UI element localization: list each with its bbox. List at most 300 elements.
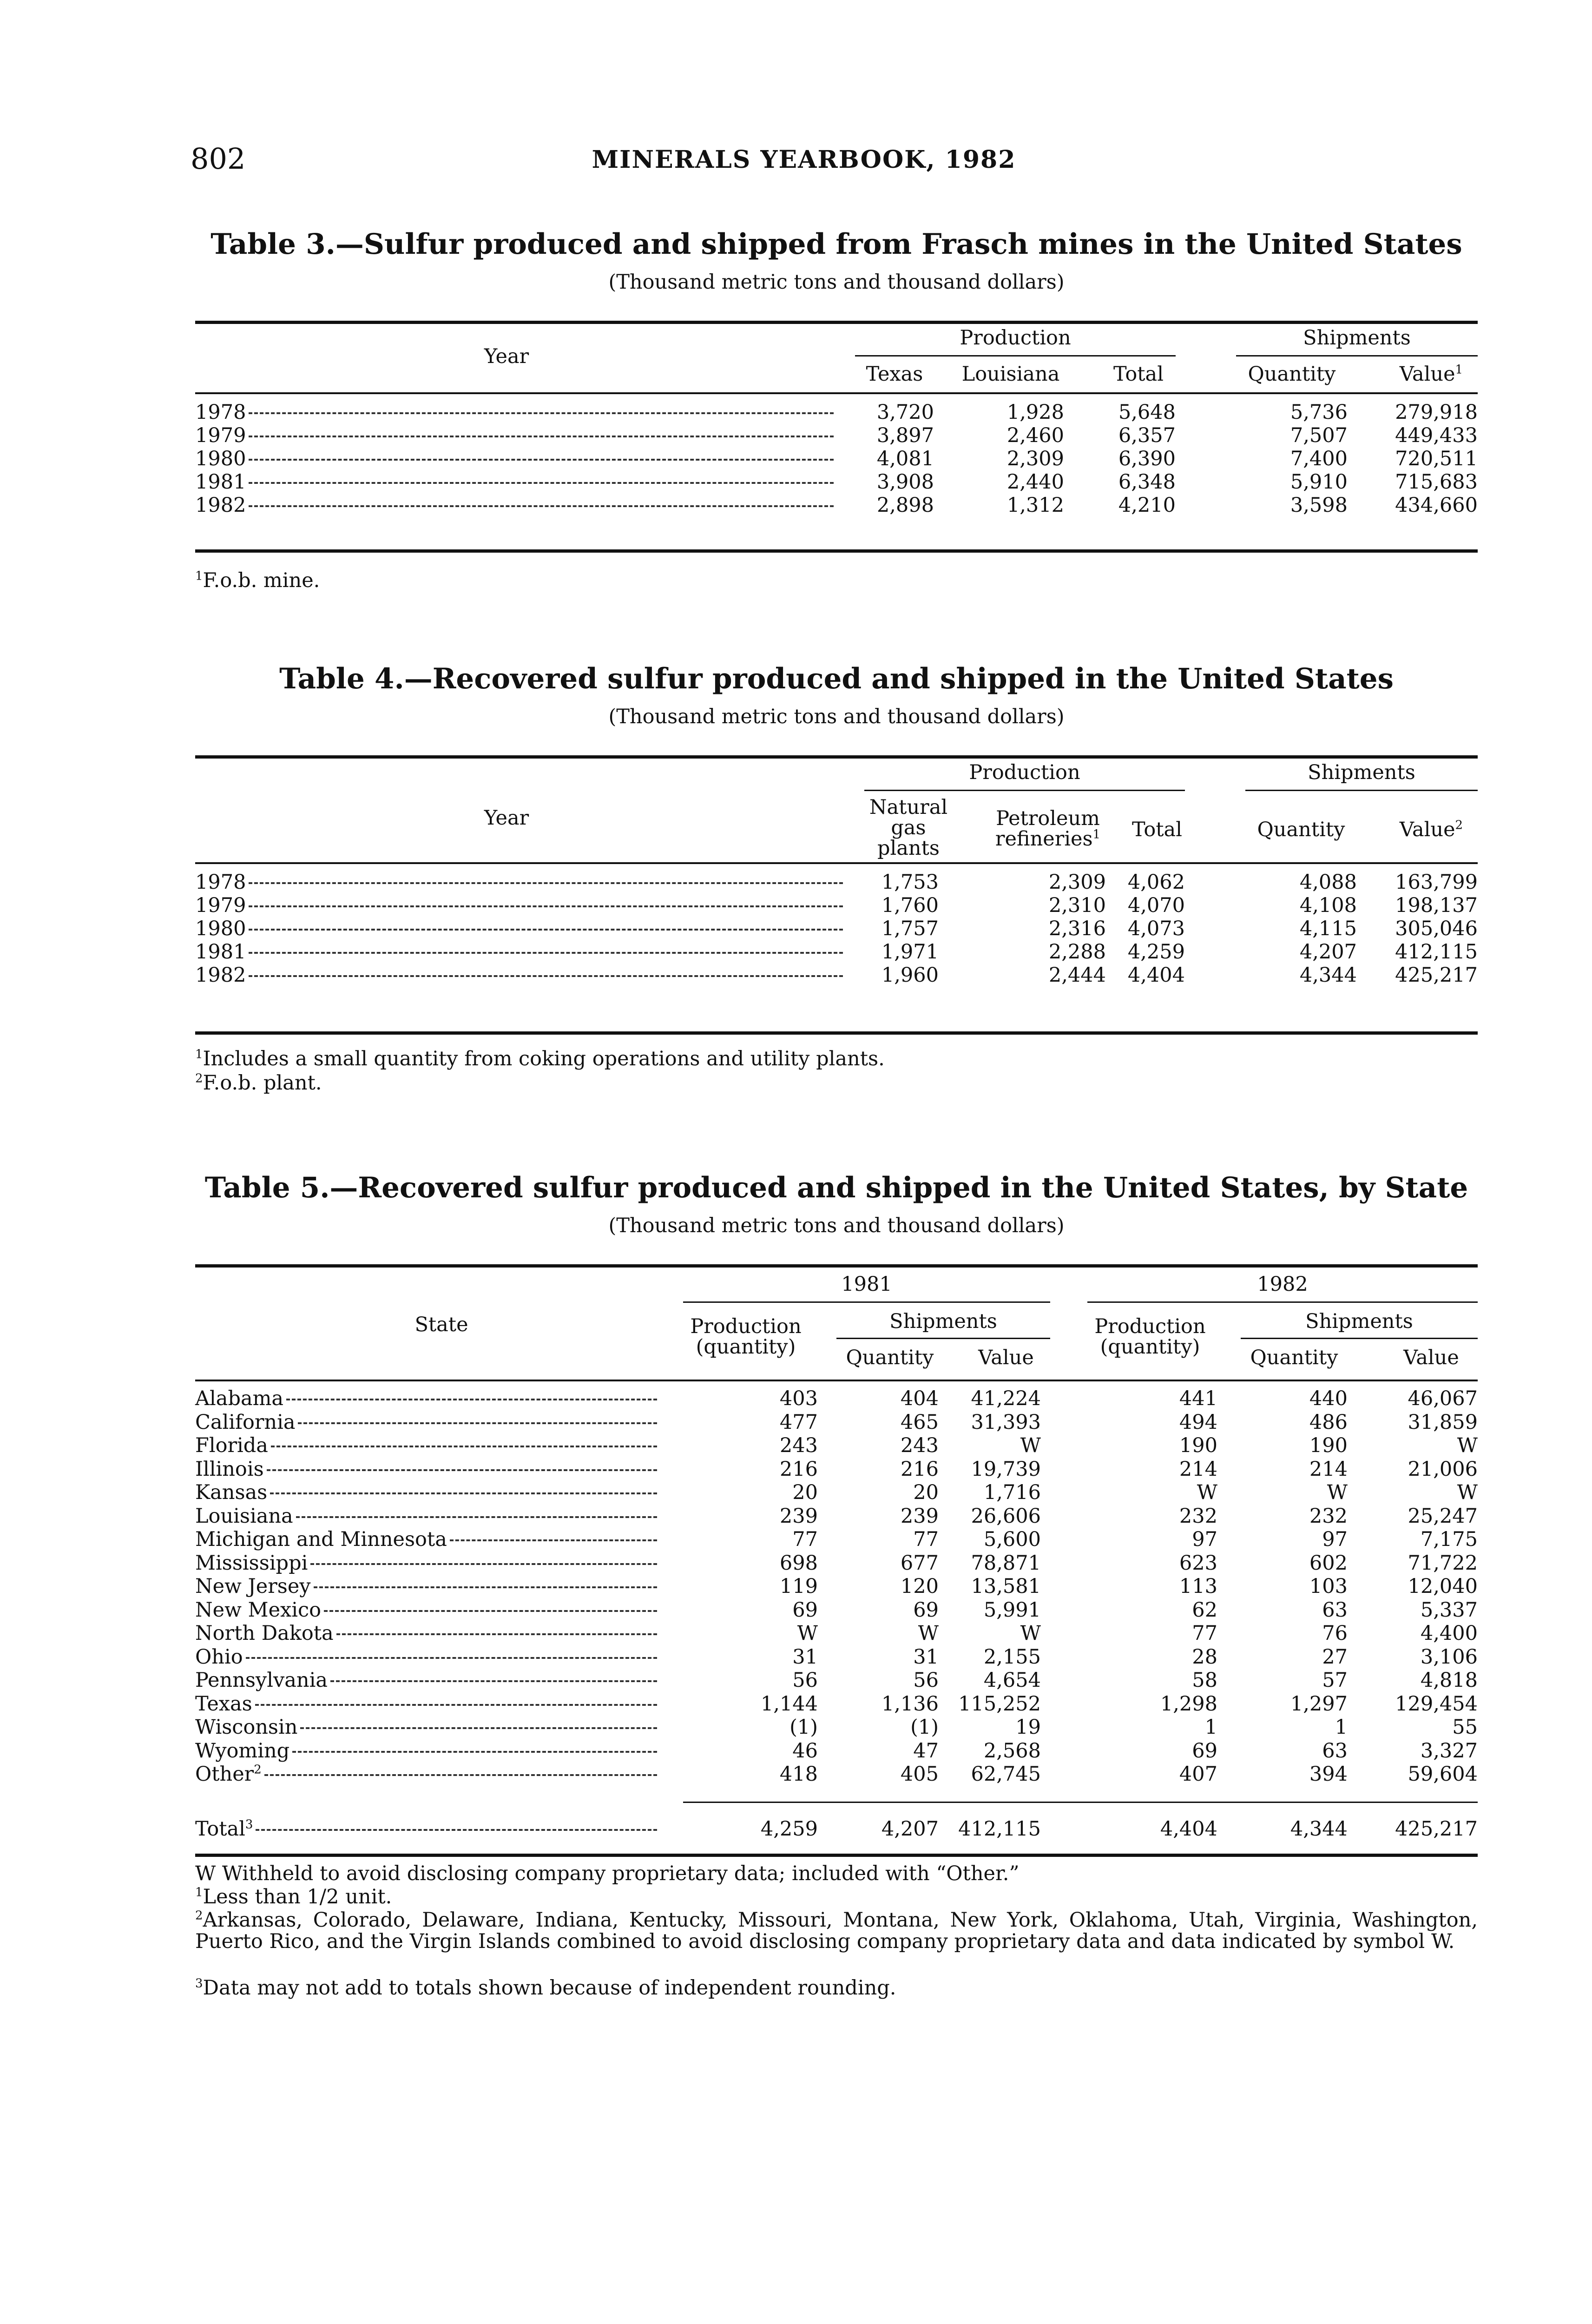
dot-leader bbox=[450, 1539, 657, 1541]
table-5-1982-shipments-rule bbox=[1241, 1338, 1478, 1339]
row-state: Alabama bbox=[195, 1387, 284, 1410]
table-5-cell-1982-production: W bbox=[1197, 1481, 1217, 1504]
table-5-cell-1981-production: (1) bbox=[789, 1716, 818, 1739]
table-5-cell-1982-value: 21,006 bbox=[1408, 1457, 1478, 1481]
table-5-cell-1981-quantity: 216 bbox=[900, 1457, 939, 1481]
table-4-shipments-header: Shipments bbox=[1308, 761, 1415, 784]
table-row bbox=[195, 1458, 660, 1481]
running-title: MINERALS YEARBOOK, 1982 bbox=[592, 145, 1016, 174]
table-5-cell-1981-production: 56 bbox=[792, 1669, 818, 1692]
table-5-cell-1982-production: 441 bbox=[1179, 1387, 1217, 1410]
table-5-footnote-3: $^3$Data may not add to totals shown because of independent rounding. bbox=[195, 1976, 896, 2000]
table-3 bbox=[195, 228, 1478, 600]
table-total-row bbox=[195, 1817, 660, 1841]
table-5-1981-production-header: Production (quantity) bbox=[690, 1315, 802, 1359]
table-5-cell-1981-value: 31,393 bbox=[971, 1410, 1041, 1434]
table-4-title: Table 4.—Recovered sulfur produced and shipped in the United States bbox=[279, 662, 1394, 695]
table-4-shipments-rule bbox=[1245, 790, 1478, 791]
table-4 bbox=[195, 662, 1478, 1109]
dot-leader bbox=[249, 436, 834, 437]
table-4-cell-total: 4,070 bbox=[1127, 894, 1185, 917]
table-5-1981-shipments-header: Shipments bbox=[889, 1310, 997, 1333]
table-5-cell-1981-value: 13,581 bbox=[971, 1575, 1041, 1598]
table-5-cell-1981-production: 31 bbox=[792, 1645, 818, 1669]
table-3-cell-value: 434,660 bbox=[1395, 494, 1478, 517]
dot-leader bbox=[324, 1610, 657, 1612]
table-5-cell-1982-value: 129,454 bbox=[1395, 1692, 1478, 1716]
table-5-cell-1981-value: 412,115 bbox=[958, 1817, 1041, 1841]
row-state: New Jersey bbox=[195, 1575, 311, 1598]
table-4-cell-value: 198,137 bbox=[1395, 894, 1478, 917]
table-5-cell-1981-production: 20 bbox=[792, 1481, 818, 1504]
table-3-texas-header: Texas bbox=[866, 363, 923, 386]
table-5-cell-1981-quantity: 56 bbox=[913, 1669, 939, 1692]
footnote-mark: 2 bbox=[254, 1763, 262, 1777]
row-state: Mississippi bbox=[195, 1551, 308, 1575]
table-3-cell-total: 6,357 bbox=[1118, 424, 1176, 447]
row-year: 1980 bbox=[195, 447, 246, 470]
table-4-cell-natural-gas: 1,753 bbox=[881, 871, 939, 894]
table-5-cell-1981-value: 5,991 bbox=[983, 1598, 1041, 1622]
row-state: Michigan and Minnesota bbox=[195, 1528, 447, 1551]
table-5-cell-1982-quantity: 486 bbox=[1309, 1410, 1348, 1434]
table-4-cell-value: 425,217 bbox=[1395, 964, 1478, 987]
table-5-cell-1981-production: 69 bbox=[792, 1598, 818, 1622]
table-5-1982-rule bbox=[1087, 1301, 1478, 1303]
table-3-cell-texas: 3,720 bbox=[876, 401, 934, 424]
table-5-cell-1982-quantity: 232 bbox=[1309, 1504, 1348, 1528]
table-5-cell-1981-production: 403 bbox=[779, 1387, 818, 1410]
table-4-cell-refineries: 2,309 bbox=[1048, 871, 1106, 894]
table-5-cell-1982-value: 12,040 bbox=[1408, 1575, 1478, 1598]
table-4-cell-refineries: 2,288 bbox=[1048, 940, 1106, 964]
table-row bbox=[195, 1434, 660, 1457]
dot-leader bbox=[249, 952, 843, 954]
table-4-cell-natural-gas: 1,760 bbox=[881, 894, 939, 917]
table-5-cell-1982-production: 4,404 bbox=[1160, 1817, 1217, 1841]
table-3-production-rule bbox=[855, 355, 1176, 357]
table-5-state-header: State bbox=[414, 1313, 468, 1336]
row-state: Pennsylvania bbox=[195, 1669, 328, 1692]
table-5-cell-1982-quantity: 63 bbox=[1322, 1598, 1348, 1622]
table-4-cell-value: 305,046 bbox=[1395, 917, 1478, 940]
table-5-1981-header: 1981 bbox=[841, 1273, 892, 1296]
table-5-cell-1982-production: 1,298 bbox=[1160, 1692, 1217, 1716]
row-year: 1981 bbox=[195, 470, 246, 494]
table-5-cell-1981-value: 19,739 bbox=[971, 1457, 1041, 1481]
table-3-top-rule bbox=[195, 321, 1478, 324]
row-year: 1978 bbox=[195, 871, 246, 894]
table-4-quantity-header: Quantity bbox=[1257, 818, 1345, 841]
table-3-louisiana-header: Louisiana bbox=[961, 363, 1060, 386]
table-3-cell-louisiana: 1,928 bbox=[1007, 401, 1064, 424]
row-year: 1978 bbox=[195, 401, 246, 424]
table-3-cell-louisiana: 1,312 bbox=[1007, 494, 1064, 517]
table-5-cell-1981-quantity: 677 bbox=[900, 1551, 939, 1575]
table-row-stub bbox=[195, 424, 836, 447]
table-5-cell-1981-value: 4,654 bbox=[983, 1669, 1041, 1692]
table-5-cell-1981-production: 243 bbox=[779, 1434, 818, 1457]
table-5-cell-1982-production: 232 bbox=[1179, 1504, 1217, 1528]
table-4-cell-natural-gas: 1,971 bbox=[881, 940, 939, 964]
table-5-1982-value-header: Value bbox=[1403, 1346, 1459, 1369]
footnote-mark: 1 bbox=[1455, 363, 1463, 377]
table-row bbox=[195, 1692, 660, 1716]
table-3-header-rule bbox=[195, 392, 1478, 394]
table-5-cell-1982-quantity: 27 bbox=[1322, 1645, 1348, 1669]
dot-leader bbox=[270, 1492, 657, 1494]
footnote-mark: 1 bbox=[1092, 827, 1101, 842]
table-row-stub bbox=[195, 964, 846, 987]
table-4-total-header: Total bbox=[1132, 818, 1182, 841]
table-row bbox=[195, 1575, 660, 1598]
table-3-cell-quantity: 7,400 bbox=[1290, 447, 1348, 470]
table-3-cell-value: 720,511 bbox=[1395, 447, 1478, 470]
table-4-cell-value: 163,799 bbox=[1395, 871, 1478, 894]
table-5-1982-header: 1982 bbox=[1257, 1273, 1308, 1296]
table-5-cell-1982-value: 31,859 bbox=[1408, 1410, 1478, 1434]
table-5-top-rule bbox=[195, 1264, 1478, 1268]
table-3-cell-value: 715,683 bbox=[1395, 470, 1478, 494]
table-4-cell-quantity: 4,207 bbox=[1299, 940, 1357, 964]
table-5-1982-quantity-header: Quantity bbox=[1250, 1346, 1338, 1369]
table-3-cell-total: 5,648 bbox=[1118, 401, 1176, 424]
dot-leader bbox=[336, 1633, 657, 1635]
table-row bbox=[195, 1528, 660, 1551]
dot-leader bbox=[249, 929, 843, 931]
table-5-cell-1981-quantity: 465 bbox=[900, 1410, 939, 1434]
row-state: Total$^3$ bbox=[195, 1817, 253, 1841]
table-5-cell-1981-production: 418 bbox=[779, 1763, 818, 1786]
row-year: 1981 bbox=[195, 940, 246, 964]
table-4-cell-refineries: 2,316 bbox=[1048, 917, 1106, 940]
dot-leader bbox=[249, 412, 834, 414]
table-5-cell-1981-quantity: 405 bbox=[900, 1763, 939, 1786]
table-3-shipments-header: Shipments bbox=[1303, 326, 1411, 350]
table-5-cell-1981-quantity: 69 bbox=[913, 1598, 939, 1622]
dot-leader bbox=[256, 1829, 657, 1831]
table-5-1982-production-header: Production (quantity) bbox=[1094, 1315, 1206, 1359]
table-5-cell-1982-quantity: 214 bbox=[1309, 1457, 1348, 1481]
table-5-cell-1982-value: 4,818 bbox=[1420, 1669, 1478, 1692]
row-year: 1982 bbox=[195, 494, 246, 517]
table-5-cell-1982-value: 59,604 bbox=[1408, 1763, 1478, 1786]
row-state: North Dakota bbox=[195, 1622, 334, 1645]
table-4-footnote-1: $^1$Includes a small quantity from coking operations and utility plants. bbox=[195, 1047, 885, 1070]
table-4-top-rule bbox=[195, 755, 1478, 759]
table-5-cell-1981-value: 41,224 bbox=[971, 1387, 1041, 1410]
table-4-footnote-2: $^2$F.o.b. plant. bbox=[195, 1071, 322, 1095]
row-state: Ohio bbox=[195, 1645, 243, 1669]
table-4-cell-refineries: 2,310 bbox=[1048, 894, 1106, 917]
table-row-stub bbox=[195, 401, 836, 424]
table-5-cell-1982-quantity: 76 bbox=[1322, 1622, 1348, 1645]
table-5-1981-shipments-rule bbox=[836, 1338, 1050, 1339]
table-5-cell-1981-quantity: 47 bbox=[913, 1739, 939, 1763]
table-row bbox=[195, 1645, 660, 1669]
table-5-cell-1982-production: 97 bbox=[1192, 1528, 1217, 1551]
table-5-cell-1982-value: 46,067 bbox=[1408, 1387, 1478, 1410]
table-row bbox=[195, 1739, 660, 1763]
table-5-cell-1981-value: 2,568 bbox=[983, 1739, 1041, 1763]
table-row-stub bbox=[195, 894, 846, 917]
row-state: Wisconsin bbox=[195, 1716, 298, 1739]
row-state: Illinois bbox=[195, 1457, 264, 1481]
row-state: Florida bbox=[195, 1434, 268, 1457]
table-5-cell-1982-production: 407 bbox=[1179, 1763, 1217, 1786]
table-row-stub bbox=[195, 470, 836, 494]
table-5-cell-1981-production: 119 bbox=[779, 1575, 818, 1598]
table-5-bottom-rule bbox=[195, 1854, 1478, 1857]
row-state: Kansas bbox=[195, 1481, 268, 1504]
table-3-bottom-rule bbox=[195, 549, 1478, 553]
table-5-cell-1982-value: 7,175 bbox=[1420, 1528, 1478, 1551]
table-5-cell-1981-quantity: 120 bbox=[900, 1575, 939, 1598]
table-5-footnote-1: $^1$Less than 1/2 unit. bbox=[195, 1885, 392, 1908]
table-4-cell-quantity: 4,088 bbox=[1299, 871, 1357, 894]
table-5-cell-1981-production: 77 bbox=[792, 1528, 818, 1551]
dot-leader bbox=[298, 1422, 657, 1424]
table-3-cell-texas: 3,897 bbox=[876, 424, 934, 447]
table-4-production-rule bbox=[864, 790, 1185, 791]
table-5-1981-rule bbox=[683, 1301, 1050, 1303]
row-state: New Mexico bbox=[195, 1598, 321, 1622]
table-5-cell-1981-quantity: 20 bbox=[913, 1481, 939, 1504]
table-5-header-rule bbox=[195, 1380, 1478, 1381]
running-header bbox=[191, 142, 1417, 184]
dot-leader bbox=[264, 1774, 657, 1776]
table-5-cell-1981-value: 78,871 bbox=[971, 1551, 1041, 1575]
table-4-subtitle: (Thousand metric tons and thousand dollars) bbox=[608, 705, 1065, 728]
table-3-cell-quantity: 3,598 bbox=[1290, 494, 1348, 517]
table-5-cell-1982-value: 71,722 bbox=[1408, 1551, 1478, 1575]
table-5-total-rule bbox=[683, 1802, 1478, 1803]
table-4-year-header: Year bbox=[484, 806, 529, 830]
table-3-cell-quantity: 7,507 bbox=[1290, 424, 1348, 447]
table-5-cell-1981-production: 46 bbox=[792, 1739, 818, 1763]
table-5-cell-1981-quantity: 404 bbox=[900, 1387, 939, 1410]
table-5-cell-1981-value: 19 bbox=[1015, 1716, 1041, 1739]
table-4-cell-natural-gas: 1,757 bbox=[881, 917, 939, 940]
table-3-subtitle: (Thousand metric tons and thousand dollars) bbox=[608, 271, 1065, 294]
table-5-cell-1982-quantity: 63 bbox=[1322, 1739, 1348, 1763]
table-5-subtitle: (Thousand metric tons and thousand dollars) bbox=[608, 1214, 1065, 1237]
table-4-cell-total: 4,073 bbox=[1127, 917, 1185, 940]
table-5-cell-1981-quantity: 31 bbox=[913, 1645, 939, 1669]
table-4-bottom-rule bbox=[195, 1031, 1478, 1035]
table-row-stub bbox=[195, 940, 846, 964]
table-3-quantity-header: Quantity bbox=[1248, 363, 1336, 386]
table-3-cell-texas: 2,898 bbox=[876, 494, 934, 517]
table-5-cell-1982-value: 55 bbox=[1452, 1716, 1478, 1739]
table-row bbox=[195, 1505, 660, 1528]
table-3-cell-total: 4,210 bbox=[1118, 494, 1176, 517]
row-year: 1979 bbox=[195, 424, 246, 447]
table-5-cell-1982-production: 113 bbox=[1179, 1575, 1217, 1598]
dot-leader bbox=[267, 1469, 657, 1471]
row-state: Texas bbox=[195, 1692, 252, 1716]
table-5-cell-1981-value: W bbox=[1020, 1622, 1041, 1645]
table-4-cell-refineries: 2,444 bbox=[1048, 964, 1106, 987]
table-5-cell-1981-production: 698 bbox=[779, 1551, 818, 1575]
table-5-cell-1981-quantity: 1,136 bbox=[881, 1692, 939, 1716]
table-5-title: Table 5.—Recovered sulfur produced and shipped in the United States, by State bbox=[204, 1171, 1468, 1204]
table-5-cell-1982-quantity: 4,344 bbox=[1290, 1817, 1348, 1841]
table-5-cell-1981-quantity: 77 bbox=[913, 1528, 939, 1551]
dot-leader bbox=[286, 1399, 657, 1400]
table-3-production-header: Production bbox=[960, 326, 1071, 350]
table-5-cell-1981-value: 115,252 bbox=[958, 1692, 1041, 1716]
table-row-stub bbox=[195, 447, 836, 470]
table-5-cell-1982-quantity: 1,297 bbox=[1290, 1692, 1348, 1716]
table-row bbox=[195, 1763, 660, 1786]
table-row bbox=[195, 1716, 660, 1739]
table-5-cell-1982-production: 214 bbox=[1179, 1457, 1217, 1481]
footnote-mark: 3 bbox=[245, 1817, 253, 1832]
table-3-cell-louisiana: 2,460 bbox=[1007, 424, 1064, 447]
table-5-cell-1982-quantity: 57 bbox=[1322, 1669, 1348, 1692]
row-year: 1982 bbox=[195, 964, 246, 987]
table-5-cell-1982-quantity: W bbox=[1327, 1481, 1348, 1504]
table-4-cell-total: 4,259 bbox=[1127, 940, 1185, 964]
table-5-cell-1981-value: 26,606 bbox=[971, 1504, 1041, 1528]
table-row bbox=[195, 1598, 660, 1622]
dot-leader bbox=[300, 1727, 657, 1729]
table-5-cell-1982-quantity: 97 bbox=[1322, 1528, 1348, 1551]
row-state: Louisiana bbox=[195, 1504, 293, 1528]
table-5-cell-1981-quantity: W bbox=[918, 1622, 939, 1645]
table-4-cell-quantity: 4,108 bbox=[1299, 894, 1357, 917]
dot-leader bbox=[249, 505, 834, 507]
table-3-cell-total: 6,348 bbox=[1118, 470, 1176, 494]
table-row-stub bbox=[195, 917, 846, 940]
dot-leader bbox=[246, 1657, 657, 1659]
table-4-cell-total: 4,404 bbox=[1127, 964, 1185, 987]
row-year: 1980 bbox=[195, 917, 246, 940]
table-4-cell-quantity: 4,344 bbox=[1299, 964, 1357, 987]
table-5-cell-1981-value: 5,600 bbox=[983, 1528, 1041, 1551]
table-5-cell-1981-value: 1,716 bbox=[983, 1481, 1041, 1504]
table-5-footnote-w: W Withheld to avoid disclosing company proprietary data; included with “Other.” bbox=[195, 1862, 1020, 1885]
table-5-cell-1981-production: 216 bbox=[779, 1457, 818, 1481]
table-row-stub bbox=[195, 871, 846, 894]
table-5 bbox=[195, 1171, 1478, 2064]
table-row bbox=[195, 1552, 660, 1575]
table-5-cell-1981-production: 4,259 bbox=[760, 1817, 818, 1841]
table-5-cell-1982-production: 62 bbox=[1192, 1598, 1217, 1622]
dot-leader bbox=[292, 1751, 657, 1753]
table-5-cell-1982-production: 69 bbox=[1192, 1739, 1217, 1763]
table-3-cell-louisiana: 2,309 bbox=[1007, 447, 1064, 470]
table-5-cell-1982-value: 3,106 bbox=[1420, 1645, 1478, 1669]
table-row bbox=[195, 1669, 660, 1692]
table-5-cell-1982-production: 623 bbox=[1179, 1551, 1217, 1575]
dot-leader bbox=[249, 882, 843, 884]
row-state: Other$^2$ bbox=[195, 1763, 262, 1786]
table-5-cell-1982-production: 77 bbox=[1192, 1622, 1217, 1645]
dot-leader bbox=[271, 1446, 657, 1447]
dot-leader bbox=[249, 459, 834, 461]
table-5-cell-1982-value: 5,337 bbox=[1420, 1598, 1478, 1622]
table-3-title: Table 3.—Sulfur produced and shipped from Frasch mines in the United States bbox=[211, 228, 1462, 261]
row-year: 1979 bbox=[195, 894, 246, 917]
table-4-natural-gas-header: Natural gas plants bbox=[869, 796, 948, 860]
dot-leader bbox=[249, 975, 843, 977]
table-5-cell-1982-quantity: 1 bbox=[1335, 1716, 1348, 1739]
table-5-cell-1981-production: 477 bbox=[779, 1410, 818, 1434]
table-3-footnote: $^1$F.o.b. mine. bbox=[195, 569, 320, 592]
table-5-cell-1981-production: W bbox=[797, 1622, 818, 1645]
table-5-cell-1982-quantity: 602 bbox=[1309, 1551, 1348, 1575]
table-5-cell-1982-value: W bbox=[1457, 1481, 1478, 1504]
dot-leader bbox=[314, 1586, 657, 1588]
table-4-refineries-header: Petroleum refineries$^1$ bbox=[995, 807, 1101, 851]
table-5-cell-1982-value: 4,400 bbox=[1420, 1622, 1478, 1645]
table-5-cell-1982-value: 3,327 bbox=[1420, 1739, 1478, 1763]
table-5-cell-1981-quantity: 243 bbox=[900, 1434, 939, 1457]
table-5-cell-1982-quantity: 103 bbox=[1309, 1575, 1348, 1598]
dot-leader bbox=[249, 905, 843, 907]
table-4-value-header: Value$^2$ bbox=[1399, 818, 1463, 841]
table-5-1981-quantity-header: Quantity bbox=[846, 1346, 934, 1369]
table-5-cell-1982-value: W bbox=[1457, 1434, 1478, 1457]
table-4-header-rule bbox=[195, 862, 1478, 864]
table-3-cell-quantity: 5,910 bbox=[1290, 470, 1348, 494]
table-row-stub bbox=[195, 494, 836, 517]
dot-leader bbox=[330, 1680, 657, 1682]
table-5-cell-1982-production: 58 bbox=[1192, 1669, 1217, 1692]
footnote-mark: 2 bbox=[1455, 818, 1463, 832]
table-5-cell-1981-quantity: 4,207 bbox=[881, 1817, 939, 1841]
table-5-cell-1982-value: 25,247 bbox=[1408, 1504, 1478, 1528]
table-5-cell-1981-quantity: 239 bbox=[900, 1504, 939, 1528]
table-5-cell-1982-value: 425,217 bbox=[1395, 1817, 1478, 1841]
table-5-1982-shipments-header: Shipments bbox=[1305, 1310, 1413, 1333]
table-3-cell-quantity: 5,736 bbox=[1290, 401, 1348, 424]
table-5-cell-1982-production: 494 bbox=[1179, 1410, 1217, 1434]
table-3-cell-value: 279,918 bbox=[1395, 401, 1478, 424]
table-3-cell-louisiana: 2,440 bbox=[1007, 470, 1064, 494]
row-state: California bbox=[195, 1410, 296, 1434]
table-3-cell-value: 449,433 bbox=[1395, 424, 1478, 447]
table-5-cell-1982-quantity: 394 bbox=[1309, 1763, 1348, 1786]
table-3-cell-total: 6,390 bbox=[1118, 447, 1176, 470]
table-row bbox=[195, 1622, 660, 1645]
table-5-cell-1981-value: 62,745 bbox=[971, 1763, 1041, 1786]
table-3-cell-texas: 4,081 bbox=[876, 447, 934, 470]
row-state: Wyoming bbox=[195, 1739, 290, 1763]
table-4-cell-value: 412,115 bbox=[1395, 940, 1478, 964]
dot-leader bbox=[255, 1704, 657, 1706]
table-5-cell-1981-quantity: (1) bbox=[910, 1716, 939, 1739]
dot-leader bbox=[296, 1516, 657, 1518]
dot-leader bbox=[249, 482, 834, 484]
table-5-cell-1982-production: 1 bbox=[1204, 1716, 1217, 1739]
table-5-cell-1981-production: 239 bbox=[779, 1504, 818, 1528]
table-5-cell-1982-quantity: 440 bbox=[1309, 1387, 1348, 1410]
table-5-cell-1981-value: W bbox=[1020, 1434, 1041, 1457]
table-4-production-header: Production bbox=[969, 761, 1080, 784]
table-4-cell-quantity: 4,115 bbox=[1299, 917, 1357, 940]
table-row bbox=[195, 1387, 660, 1410]
table-5-cell-1981-production: 1,144 bbox=[760, 1692, 818, 1716]
table-4-cell-total: 4,062 bbox=[1127, 871, 1185, 894]
table-3-shipments-rule bbox=[1236, 355, 1478, 357]
table-5-cell-1982-quantity: 190 bbox=[1309, 1434, 1348, 1457]
table-5-1981-value-header: Value bbox=[978, 1346, 1034, 1369]
table-4-cell-natural-gas: 1,960 bbox=[881, 964, 939, 987]
table-3-year-header: Year bbox=[484, 345, 529, 368]
